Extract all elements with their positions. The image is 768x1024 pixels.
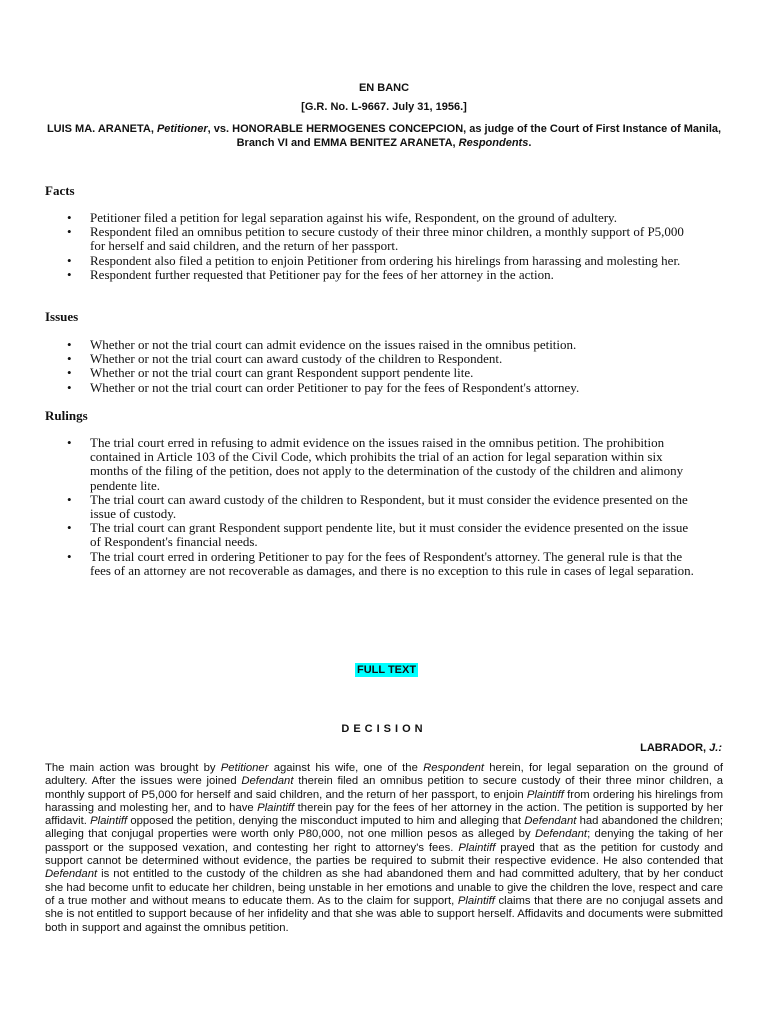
text-run: Plaintiff <box>457 894 495 907</box>
list-item: • The trial court can grant Respondent support pendente lite, but it must consider the evidence presented on the issue of Respondent's financial needs. <box>0 521 700 549</box>
text-run: Petitioner <box>220 762 269 774</box>
list-item: • Respondent filed an omnibus petition to secure custody of their three minor children, a monthly support of P5,000 for herself and said children, and the return of her passport. <box>0 225 700 253</box>
issues-heading: Issues <box>45 309 79 324</box>
text-run: had abandoned the children; alleging that conjugal properties were worth only P80,000, not one million pesos as alleged by <box>45 815 723 841</box>
text-run: Respondents <box>458 137 529 149</box>
text-run: is not entitled to the custody of the children as she had abandoned them and had committed adultery, that by her conduct she had become unfit to educate her children, being unstable in her emotions and unable to give the children the love, respect and care of a true mother and without means to educate them. As to the claim for support, <box>45 868 723 907</box>
list-item: • Respondent further requested that Petitioner pay for the fees of her attorney in the action. <box>0 268 700 282</box>
text-run: Defendant <box>524 815 577 828</box>
list-item: • Petitioner filed a petition for legal separation against his wife, Respondent, on the ground of adultery. <box>0 211 700 225</box>
text-run: . <box>528 137 532 149</box>
rulings-heading: Rulings <box>45 408 88 423</box>
ponente <box>640 742 722 754</box>
text-run: Petitioner <box>156 123 208 135</box>
text-run: Defendant <box>241 775 294 788</box>
full-text-label: FULL TEXT <box>357 664 417 676</box>
list-item: • Whether or not the trial court can grant Respondent support pendente lite. <box>0 366 700 380</box>
text-run: LUIS MA. ARANETA, <box>46 123 157 135</box>
case-number: [G.R. No. L-9667. July 31, 1956.] <box>301 101 467 113</box>
text-run: therein filed an omnibus petition to secure custody of their three minor children, a monthly support of P5,000 for herself and said children, and the return of her passport, to enjoin <box>45 775 723 801</box>
text-run: ; denying the taking of her passport or the supposed vexation, and contesting her right to attorney's fees. <box>45 828 723 854</box>
text-run: Respondent <box>423 762 485 774</box>
text-run: Plaintiff <box>526 788 564 801</box>
text-run: Defendant <box>534 828 588 841</box>
text-run: Plaintiff <box>257 801 295 814</box>
list-item: • Respondent also filed a petition to enjoin Petitioner from ordering his hirelings from harassing and molesting her. <box>0 254 700 268</box>
text-run: against his wife, one of the <box>268 762 424 774</box>
court-division: EN BANC <box>358 82 410 94</box>
list-item: • The trial court erred in ordering Petitioner to pay for the fees of Respondent's attorney. The general rule is that the fees of an attorney are not recoverable as damages, and there is no exception to this rule in cases of legal separation. <box>0 550 700 578</box>
text-run: from ordering his hirelings from harassing and molesting her, and to have <box>45 788 723 814</box>
facts-heading: Facts <box>45 183 75 198</box>
issues-list <box>0 338 700 395</box>
text-run: herein, for legal separation on the ground of adultery. After the issues were joined <box>45 762 723 788</box>
decision-body <box>45 762 723 935</box>
text-run: prayed that as the petition for custody and support cannot be determined without evidence, the parties be required to submit their respective evidence. He also contended that <box>45 841 723 868</box>
list-item: • Whether or not the trial court can order Petitioner to pay for the fees of Respondent's attorney. <box>0 381 700 395</box>
list-item: • The trial court can award custody of the children to Respondent, but it must consider the evidence presented on the issue of custody. <box>0 493 700 521</box>
text-run: opposed the petition, denying the misconduct imputed to him and alleging that <box>127 815 525 828</box>
text-run: Plaintiff <box>90 815 128 828</box>
case-parties <box>40 122 728 150</box>
list-item: • Whether or not the trial court can award custody of the children to Respondent. <box>0 352 700 366</box>
text-run: claims that there are no conjugal assets and she is not entitled to support because of her infidelity and that she was able to support herself. Affidavits and documents were submitted both in support and against the omnibus petition. <box>45 894 724 934</box>
list-item: • Whether or not the trial court can admit evidence on the issues raised in the omnibus petition. <box>0 338 700 352</box>
text-run: LABRADOR, <box>640 742 710 754</box>
list-item: • The trial court erred in refusing to admit evidence on the issues raised in the omnibus petition. The prohibition contained in Article 103 of the Civil Code, which prohibits the trial of an action for legal separation within six months of the filing of the petition, does not apply to the determination of the custody of the children and alimony pendente lite. <box>0 436 700 493</box>
text-run: therein pay for the fees of her attorney in the action. The petition is supported by her affidavit. <box>45 801 723 828</box>
text-run: Plaintiff <box>458 841 496 854</box>
text-run: Defendant <box>45 868 98 881</box>
rulings-list <box>0 436 700 578</box>
decision-title: DECISION <box>341 723 427 735</box>
text-run: , vs. HONORABLE HERMOGENES CONCEPCION, as judge of the Court of First Instance of Manila, Branch VI and EMMA BENITEZ ARANETA, <box>207 123 722 149</box>
facts-list <box>0 211 700 282</box>
text-run: The main action was brought by <box>45 762 221 774</box>
text-run: J.: <box>709 742 722 754</box>
